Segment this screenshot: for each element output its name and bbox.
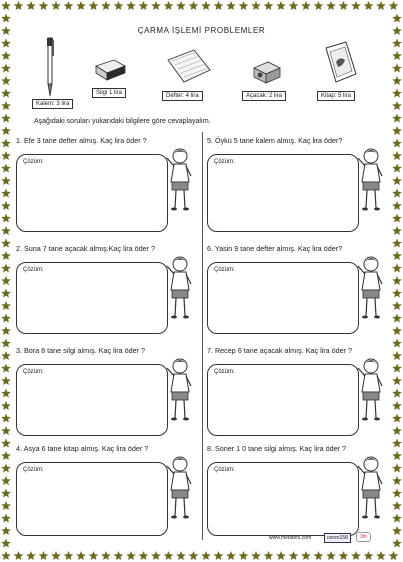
pen-item [42, 36, 58, 103]
border-star [392, 351, 402, 360]
border-star [251, 551, 261, 560]
border-star [1, 551, 11, 560]
border-star [392, 176, 402, 185]
border-star [1, 501, 11, 510]
border-star [1, 189, 11, 198]
border-star [101, 1, 111, 10]
border-star [76, 1, 86, 10]
border-star [189, 1, 199, 10]
border-star [392, 326, 402, 335]
border-star [392, 389, 402, 398]
border-star [1, 226, 11, 235]
border-star [1, 264, 11, 273]
notebook-icon [164, 46, 214, 86]
border-star [126, 1, 136, 10]
border-star [1, 339, 11, 348]
footer-badge: ceren158 [324, 533, 351, 543]
border-star [1, 51, 11, 60]
border-star [339, 1, 349, 10]
border-star [392, 514, 402, 523]
border-star [89, 1, 99, 10]
border-star [392, 451, 402, 460]
border-star [1, 39, 11, 48]
border-star [326, 1, 336, 10]
border-star [392, 26, 402, 35]
border-star [392, 101, 402, 110]
border-star [392, 489, 402, 498]
border-star [89, 551, 99, 560]
border-star [392, 239, 402, 248]
pen-icon [42, 36, 58, 98]
border-star [1, 301, 11, 310]
border-star [51, 551, 61, 560]
solution-label: Çözüm: [214, 267, 235, 273]
border-star [1, 214, 11, 223]
border-star [1, 201, 11, 210]
border-star [392, 76, 402, 85]
border-star [226, 1, 236, 10]
border-star [1, 151, 11, 160]
book-price-label: Kitap: 5 lira [317, 91, 355, 101]
border-star [376, 551, 386, 560]
border-star [214, 551, 224, 560]
border-star [392, 526, 402, 535]
sharpener-icon [250, 56, 284, 86]
border-star [1, 426, 11, 435]
border-star [1, 401, 11, 410]
border-star [139, 1, 149, 10]
border-star [376, 1, 386, 10]
border-star [392, 301, 402, 310]
solution-label: Çözüm: [214, 159, 235, 165]
border-star [392, 401, 402, 410]
border-star [389, 1, 399, 10]
border-star [392, 151, 402, 160]
border-star [239, 1, 249, 10]
question-5: 5. Öykü 5 tane kalem almış. Kaç lira öder? [207, 136, 343, 145]
border-star [139, 551, 149, 560]
border-star [64, 1, 74, 10]
border-star [1, 414, 11, 423]
book-icon [320, 40, 360, 86]
border-star [392, 289, 402, 298]
girl-illustration [355, 356, 387, 424]
footer-logo: 3m [356, 532, 371, 542]
border-star [392, 376, 402, 385]
border-star [164, 551, 174, 560]
border-star [392, 364, 402, 373]
girl-illustration [355, 146, 387, 214]
border-star [39, 551, 49, 560]
question-3: 3. Bora 8 tane silgi almış. Kaç lira öder ? [16, 346, 146, 355]
border-star [392, 126, 402, 135]
border-star [151, 551, 161, 560]
border-star [1, 14, 11, 23]
border-star [239, 551, 249, 560]
border-star [51, 1, 61, 10]
border-star [1, 126, 11, 135]
border-star [1, 314, 11, 323]
border-star [392, 464, 402, 473]
border-star [1, 176, 11, 185]
footer-site: www.mebders.com [269, 535, 312, 541]
border-star [1, 1, 11, 10]
border-star [392, 214, 402, 223]
border-star [1, 251, 11, 260]
border-star [1, 526, 11, 535]
border-star [392, 201, 402, 210]
border-star [289, 1, 299, 10]
border-star [26, 551, 36, 560]
border-star [1, 276, 11, 285]
border-star [1, 451, 11, 460]
border-star [392, 439, 402, 448]
instruction-text: Aşağıdaki soruları yukarıdaki bilgilere göre cevaplayalım. [34, 118, 211, 125]
border-star [392, 51, 402, 60]
border-star [201, 551, 211, 560]
border-star [176, 551, 186, 560]
question-1: 1. Efe 3 tane defter almış. Kaç lira öder ? [16, 136, 147, 145]
sharpener-price-label: Açacak: 2 lira [242, 91, 286, 101]
border-star [14, 1, 24, 10]
girl-illustration [355, 454, 387, 522]
border-star [392, 314, 402, 323]
girl-illustration [164, 454, 196, 522]
border-star [301, 551, 311, 560]
border-star [1, 326, 11, 335]
answer-box-8[interactable] [207, 462, 359, 536]
border-star [101, 551, 111, 560]
border-star [392, 264, 402, 273]
border-star [264, 551, 274, 560]
border-star [1, 239, 11, 248]
border-star [1, 101, 11, 110]
border-star [1, 376, 11, 385]
answer-box-1[interactable] [16, 154, 168, 232]
border-star [389, 551, 399, 560]
border-star [392, 89, 402, 98]
border-star [1, 539, 11, 548]
girl-illustration [164, 146, 196, 214]
border-star [392, 14, 402, 23]
border-star [1, 289, 11, 298]
border-star [151, 1, 161, 10]
border-star [326, 551, 336, 560]
border-star [64, 551, 74, 560]
border-star [201, 1, 211, 10]
answer-box-7[interactable] [207, 364, 359, 436]
border-star [392, 226, 402, 235]
border-star [276, 1, 286, 10]
sharpener-item [250, 56, 284, 91]
border-star [276, 551, 286, 560]
border-star [251, 1, 261, 10]
border-star [314, 551, 324, 560]
border-star [1, 514, 11, 523]
border-star [392, 339, 402, 348]
border-star [392, 251, 402, 260]
solution-label: Çözüm: [23, 159, 44, 165]
solution-label: Çözüm: [23, 267, 44, 273]
border-star [392, 539, 402, 548]
border-star [1, 476, 11, 485]
border-star [164, 1, 174, 10]
border-star [351, 551, 361, 560]
question-6: 6. Yasin 9 tane defter almış. Kaç lira öder? [207, 244, 343, 253]
border-star [301, 1, 311, 10]
solution-label: Çözüm: [23, 369, 44, 375]
pen-price-label: Kalem: 3 lira [32, 99, 73, 109]
border-star [392, 64, 402, 73]
border-star [1, 114, 11, 123]
girl-illustration [355, 254, 387, 322]
question-2: 2. Suna 7 tane açacak almış.Kaç lira öder ? [16, 244, 156, 253]
border-star [1, 164, 11, 173]
border-star [392, 139, 402, 148]
border-star [351, 1, 361, 10]
answer-box-5[interactable] [207, 154, 359, 232]
border-star [1, 64, 11, 73]
border-star [392, 476, 402, 485]
border-star [14, 551, 24, 560]
border-star [1, 139, 11, 148]
answer-box-3[interactable] [16, 364, 168, 436]
border-star [214, 1, 224, 10]
border-star [76, 551, 86, 560]
eraser-item [92, 56, 128, 87]
border-star [392, 501, 402, 510]
border-star [1, 89, 11, 98]
page-title: ÇARMA İŞLEMİ PROBLEMLER [137, 26, 266, 35]
solution-label: Çözüm: [23, 467, 44, 473]
border-star [364, 551, 374, 560]
girl-illustration [164, 254, 196, 322]
answer-box-6[interactable] [207, 262, 359, 334]
question-8: 8. Soner 1 0 tane silgi almış. Kaç lira öder ? [207, 444, 347, 453]
border-star [114, 551, 124, 560]
girl-illustration [164, 356, 196, 424]
border-star [1, 464, 11, 473]
border-star [26, 1, 36, 10]
border-star [392, 189, 402, 198]
answer-box-2[interactable] [16, 262, 168, 334]
border-star [1, 364, 11, 373]
border-star [1, 489, 11, 498]
border-star [176, 1, 186, 10]
solution-label: Çözüm: [214, 369, 235, 375]
border-star [392, 39, 402, 48]
eraser-icon [92, 56, 128, 82]
border-star [39, 1, 49, 10]
border-star [314, 1, 324, 10]
border-star [289, 551, 299, 560]
border-star [1, 26, 11, 35]
border-star [392, 164, 402, 173]
book-item [320, 40, 360, 91]
question-4: 4. Asya 6 tane kitap almış. Kaç lira öder ? [16, 444, 149, 453]
border-star [392, 414, 402, 423]
border-star [189, 551, 199, 560]
border-star [264, 1, 274, 10]
border-star [1, 76, 11, 85]
answer-box-4[interactable] [16, 462, 168, 536]
border-star [392, 114, 402, 123]
worksheet [12, 12, 391, 550]
border-star [1, 439, 11, 448]
border-star [1, 389, 11, 398]
solution-label: Çözüm: [214, 467, 235, 473]
notebook-price-label: Defter: 4 lira [162, 91, 203, 101]
border-star [226, 551, 236, 560]
border-star [114, 1, 124, 10]
border-star [392, 276, 402, 285]
column-divider [202, 132, 203, 540]
border-star [364, 1, 374, 10]
notebook-item [164, 46, 214, 91]
eraser-price-label: Silgi 1 lira [92, 88, 126, 98]
border-star [392, 426, 402, 435]
border-star [339, 551, 349, 560]
border-star [1, 351, 11, 360]
border-star [126, 551, 136, 560]
question-7: 7. Recep 6 tane açacak almış. Kaç lira öder ? [207, 346, 353, 355]
